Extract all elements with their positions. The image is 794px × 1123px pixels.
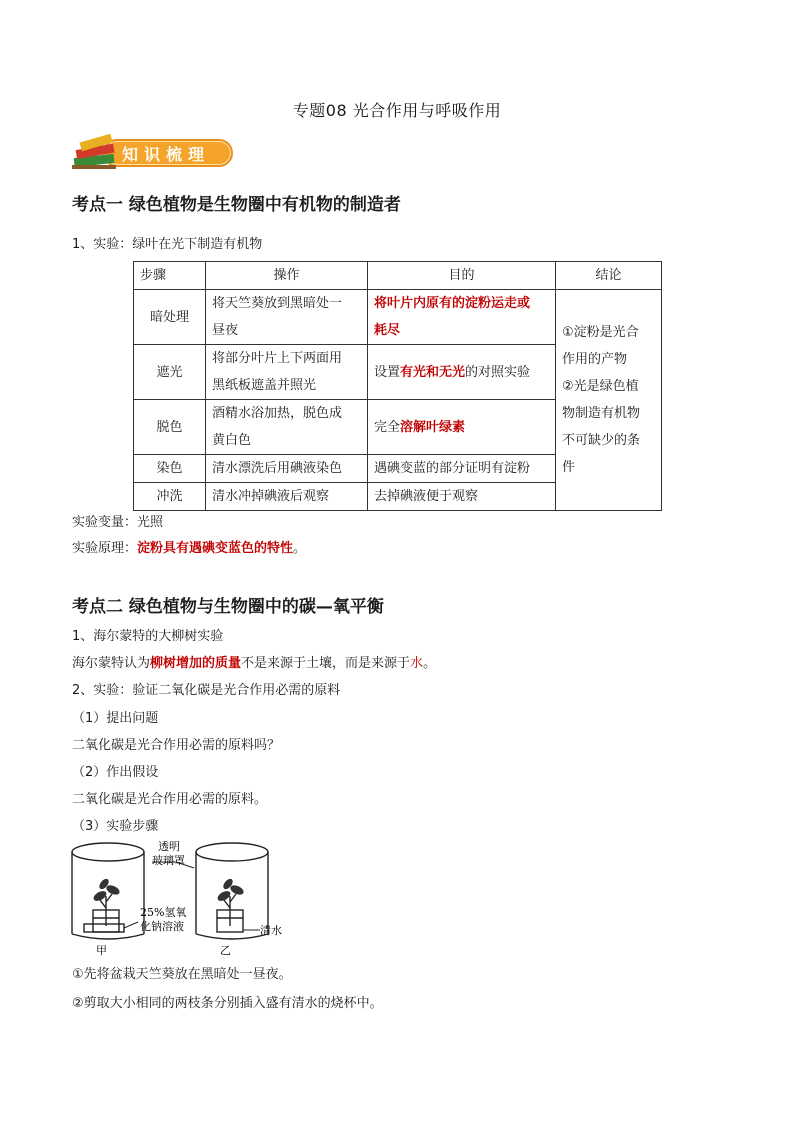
table-header: 结论 [556, 262, 662, 290]
question-label: （1）提出问题 [72, 711, 159, 726]
table-header: 步骤 [134, 262, 206, 290]
purpose-text: 设置 [374, 364, 401, 380]
purpose-text: 的对照实验 [465, 364, 531, 380]
step-cell: 冲洗 [134, 483, 206, 511]
step-cell: 脱色 [134, 400, 206, 455]
table-header: 目的 [368, 262, 556, 290]
operation-cell [206, 290, 368, 345]
page-title: 专题08 光合作用与呼吸作用 [292, 101, 502, 120]
operation-text: 将天竺葵放到黑暗处一 [212, 296, 343, 311]
purpose-cell: 遇碘变蓝的部分证明有淀粉 [368, 455, 556, 483]
section1-heading: 考点一 绿色植物是生物圈中有机物的制造者 [72, 195, 401, 215]
helmont-text: 海尔蒙特认为 [72, 656, 151, 671]
operation-cell: 清水冲掉碘液后观察 [206, 483, 368, 511]
helmont-statement [72, 655, 436, 673]
question-text: 二氧化碳是光合作用必需的原料吗？ [72, 738, 281, 753]
step1-text: ①先将盆栽天竺葵放在黑暗处一昼夜。 [72, 967, 292, 982]
purpose-emphasis: 溶解叶绿素 [400, 419, 466, 435]
naoh-label: 化钠溶液 [140, 920, 184, 933]
experiment-figure [66, 838, 296, 956]
purpose-cell [368, 290, 556, 345]
steps-label: （3）实验步骤 [72, 819, 159, 834]
step-cell: 遮光 [134, 345, 206, 400]
hypothesis-text: 二氧化碳是光合作用必需的原料。 [72, 792, 268, 807]
hypothesis-label: （2）作出假设 [72, 765, 159, 780]
operation-text: 黄白色 [212, 433, 252, 448]
jar-yi-label: 乙 [220, 944, 231, 956]
conclusion-text: 不可缺少的条 [562, 433, 641, 448]
banner-text: 知识梳理 [122, 145, 211, 164]
operation-cell [206, 345, 368, 400]
conclusion-text: 物制造有机物 [562, 406, 641, 421]
purpose-cell [368, 400, 556, 455]
step-cell: 染色 [134, 455, 206, 483]
helmont-text: 不是来源于土壤，而是来源于 [241, 656, 411, 671]
helmont-emphasis: 柳树增加的质量 [150, 656, 242, 671]
operation-text: 酒精水浴加热，脱色成 [212, 406, 343, 421]
cover-label: 玻璃罩 [152, 854, 185, 867]
step2-text: ②剪取大小相同的两枝条分别插入盛有清水的烧杯中。 [72, 996, 383, 1011]
experiment-variable: 实验变量：光照 [72, 515, 164, 530]
conclusion-text: ①淀粉是光合 [562, 325, 639, 340]
helmont-text: 。 [423, 656, 437, 671]
water-label: 清水 [260, 924, 282, 937]
experiment-table [133, 261, 662, 511]
purpose-emphasis: 有光和无光 [400, 364, 466, 380]
conclusion-cell [556, 290, 662, 511]
purpose-cell: 去掉碘液便于观察 [368, 483, 556, 511]
section2-heading: 考点二 绿色植物与生物圈中的碳—氧平衡 [72, 597, 384, 617]
item1-title: 1、海尔蒙特的大柳树实验 [72, 629, 224, 644]
principle-end: 。 [293, 541, 307, 556]
operation-cell: 清水漂洗后用碘液染色 [206, 455, 368, 483]
purpose-text: 完全 [374, 419, 401, 435]
table-header-row [134, 262, 662, 290]
operation-cell [206, 400, 368, 455]
conclusion-text: ②光是绿色植 [562, 379, 639, 394]
principle-emphasis: 淀粉具有遇碘变蓝色的特性 [137, 541, 294, 556]
bell-jar-diagram [66, 838, 296, 956]
table-row [134, 290, 662, 345]
item2-title: 2、实验：验证二氧化碳是光合作用必需的原料 [72, 683, 341, 698]
step-cell: 暗处理 [134, 290, 206, 345]
conclusion-text: 件 [562, 460, 576, 475]
principle-label: 实验原理： [72, 541, 138, 556]
purpose-text: 耗尽 [374, 323, 401, 338]
jar-jia-label: 甲 [96, 944, 107, 956]
table-header: 操作 [206, 262, 368, 290]
experiment-principle [72, 540, 306, 558]
knowledge-banner [70, 132, 236, 174]
exp1-title: 1、实验：绿叶在光下制造有机物 [72, 237, 263, 252]
operation-text: 黑纸板遮盖并照光 [212, 378, 317, 393]
naoh-label: 25%氢氧 [140, 906, 187, 919]
purpose-text: 将叶片内原有的淀粉运走或 [374, 296, 531, 311]
purpose-cell [368, 345, 556, 400]
cover-label: 透明 [158, 840, 180, 853]
conclusion-text: 作用的产物 [562, 352, 628, 367]
helmont-emphasis: 水 [410, 656, 424, 671]
operation-text: 将部分叶片上下两面用 [212, 351, 343, 366]
operation-text: 昼夜 [212, 323, 239, 338]
